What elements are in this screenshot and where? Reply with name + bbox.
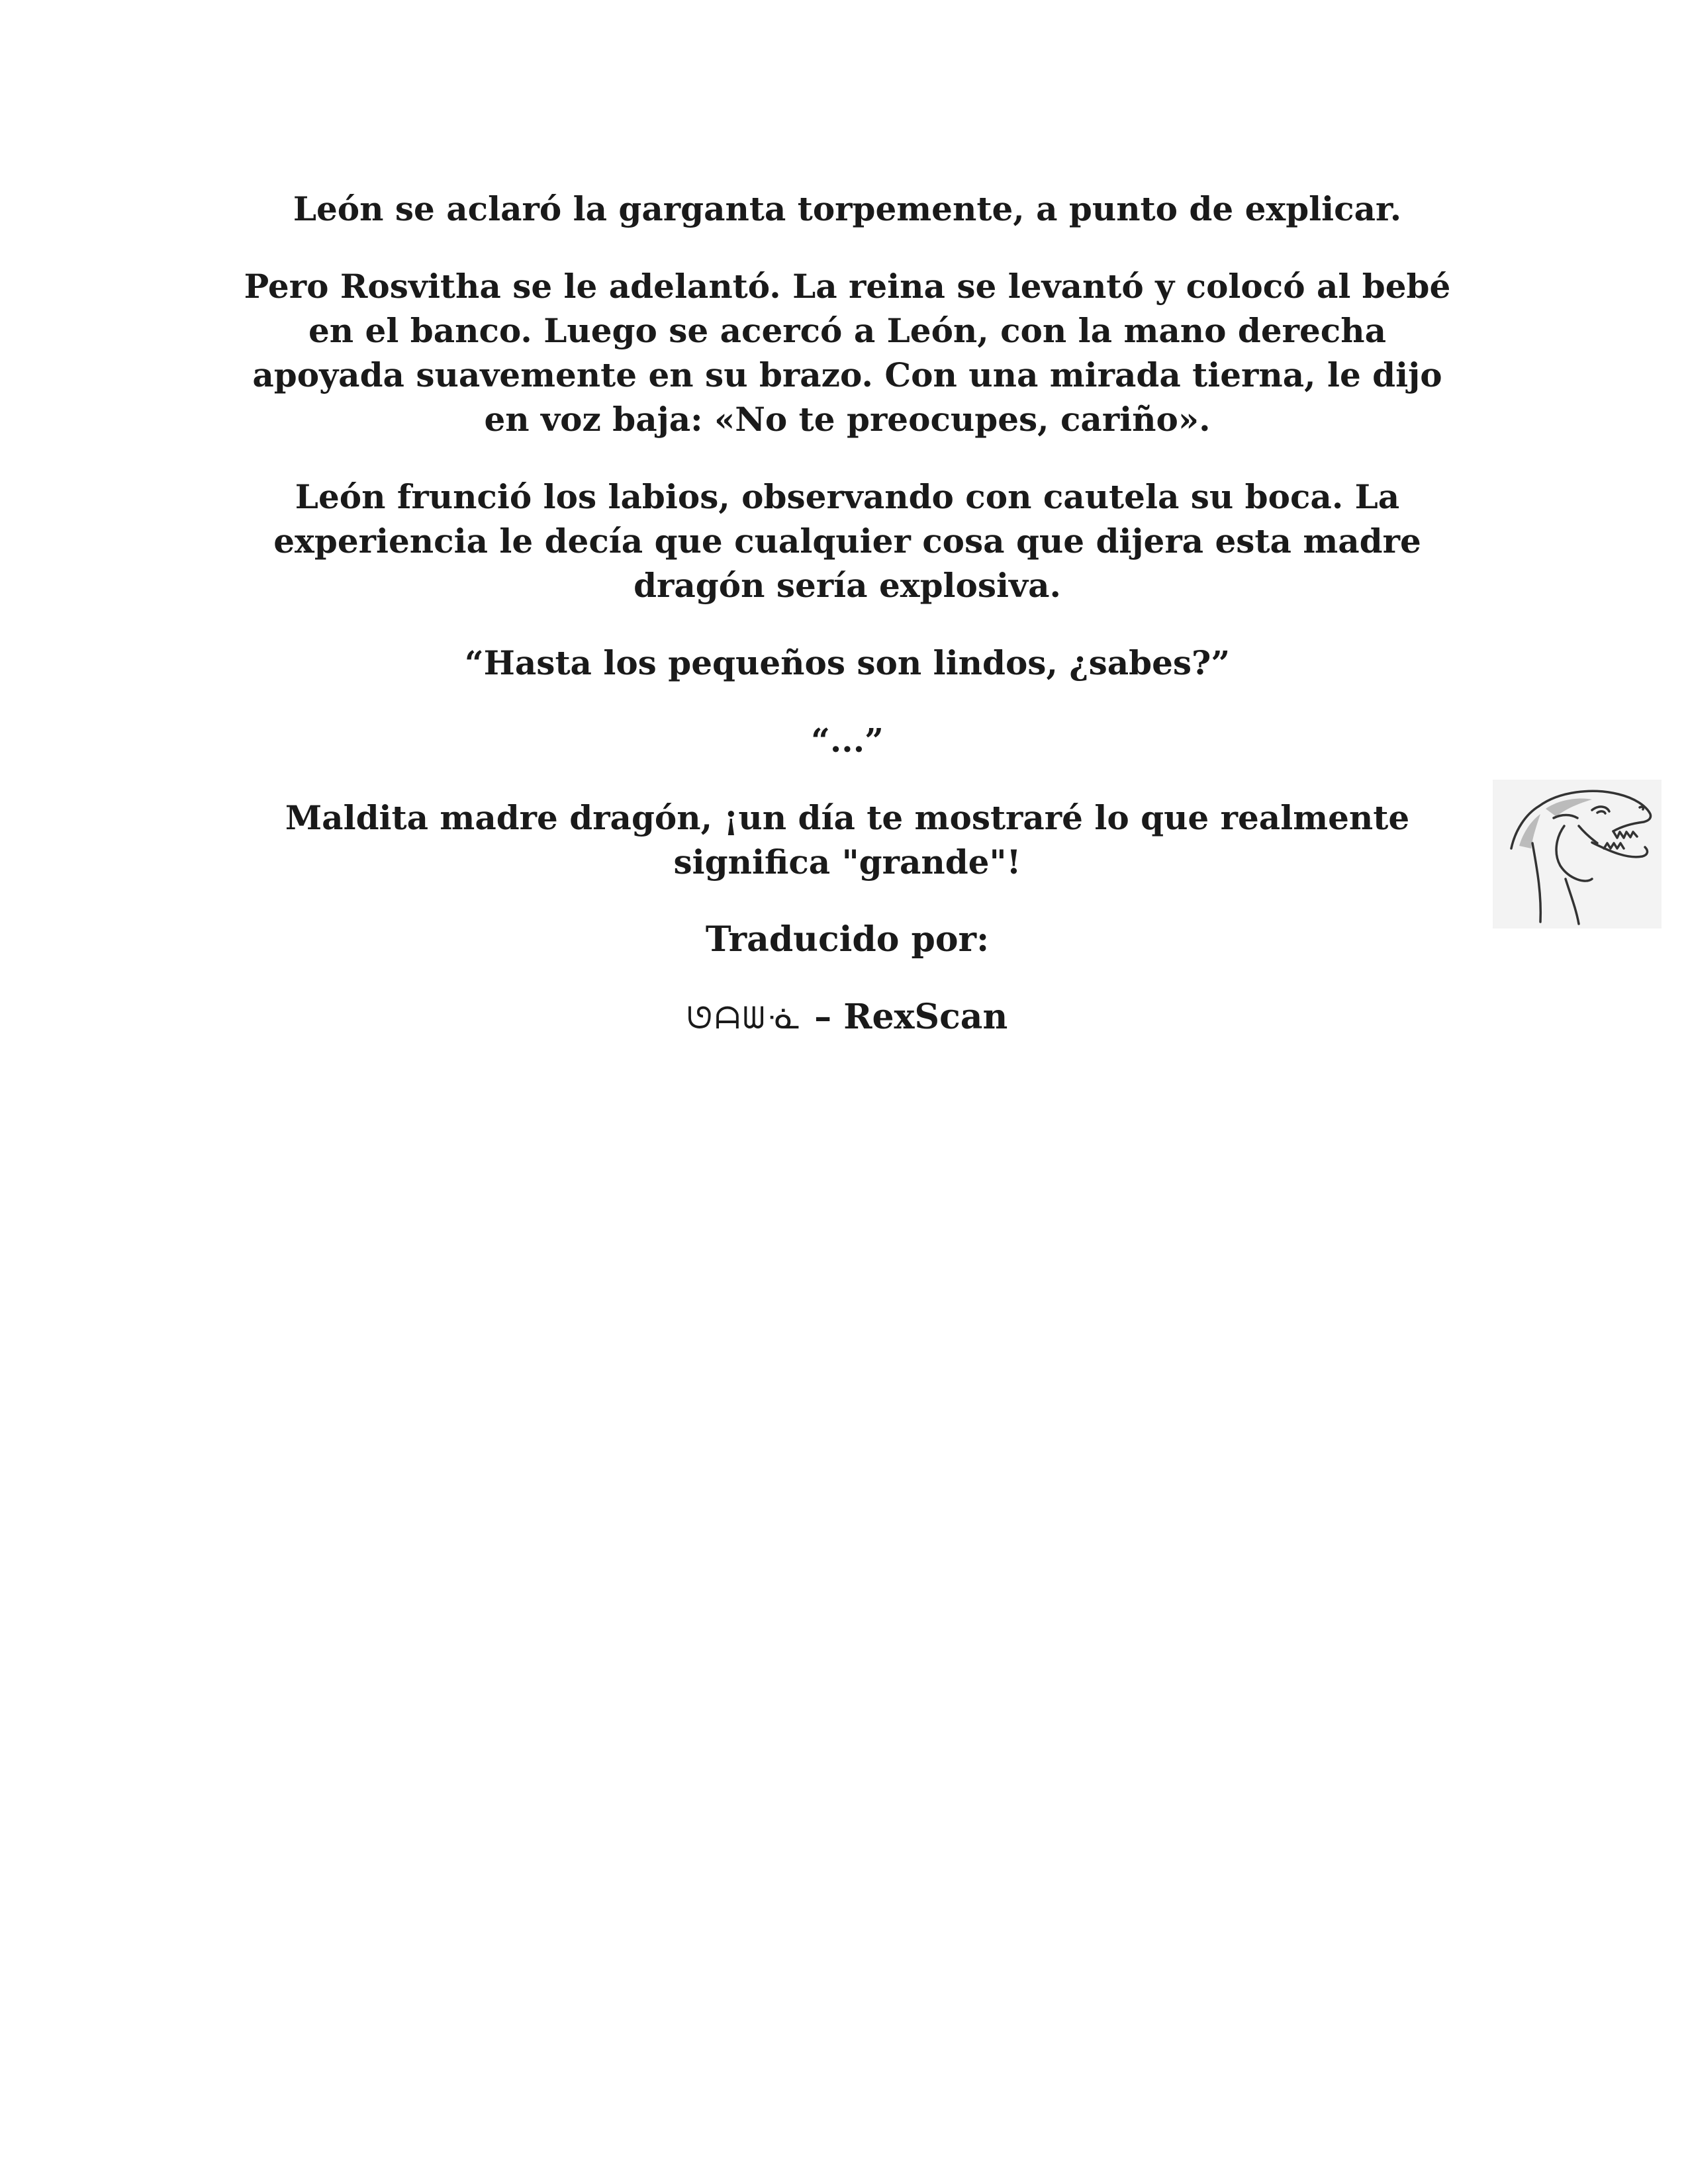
credits-line bbox=[238, 995, 1456, 1040]
paragraph: León frunció los labios, observando con cautela su boca. La experiencia le decía que cualquier cosa que dijera esta madre dragón sería explosiva. bbox=[273, 477, 1421, 605]
group-name: RexScan bbox=[843, 997, 1008, 1037]
dialogue-line: “...” bbox=[811, 721, 884, 760]
dialogue-line: “Hasta los pequeños son lindos, ¿sabes?” bbox=[464, 643, 1231, 682]
dinosaur-head-icon bbox=[1493, 780, 1662, 929]
credits-separator: – bbox=[802, 997, 844, 1037]
paragraph: León se aclaró la garganta torpemente, a punto de explicar. bbox=[293, 189, 1402, 228]
paragraph: Maldita madre dragón, ¡un día te mostraré lo que realmente significa "grande"! bbox=[285, 798, 1410, 882]
chapter-text bbox=[238, 187, 1456, 1073]
translator-name: ᘎᗩᗯᓍ bbox=[686, 1000, 803, 1036]
credits-label: Traducido por: bbox=[705, 919, 990, 960]
paragraph: Pero Rosvitha se le adelantó. La reina se levantó y colocó al bebé en el banco. Luego se acercó a León, con la mano derecha apoyada suavemente en su brazo. Con una mirada tierna, le dijo en voz baja: «No te preocupes, cariño». bbox=[244, 267, 1451, 439]
